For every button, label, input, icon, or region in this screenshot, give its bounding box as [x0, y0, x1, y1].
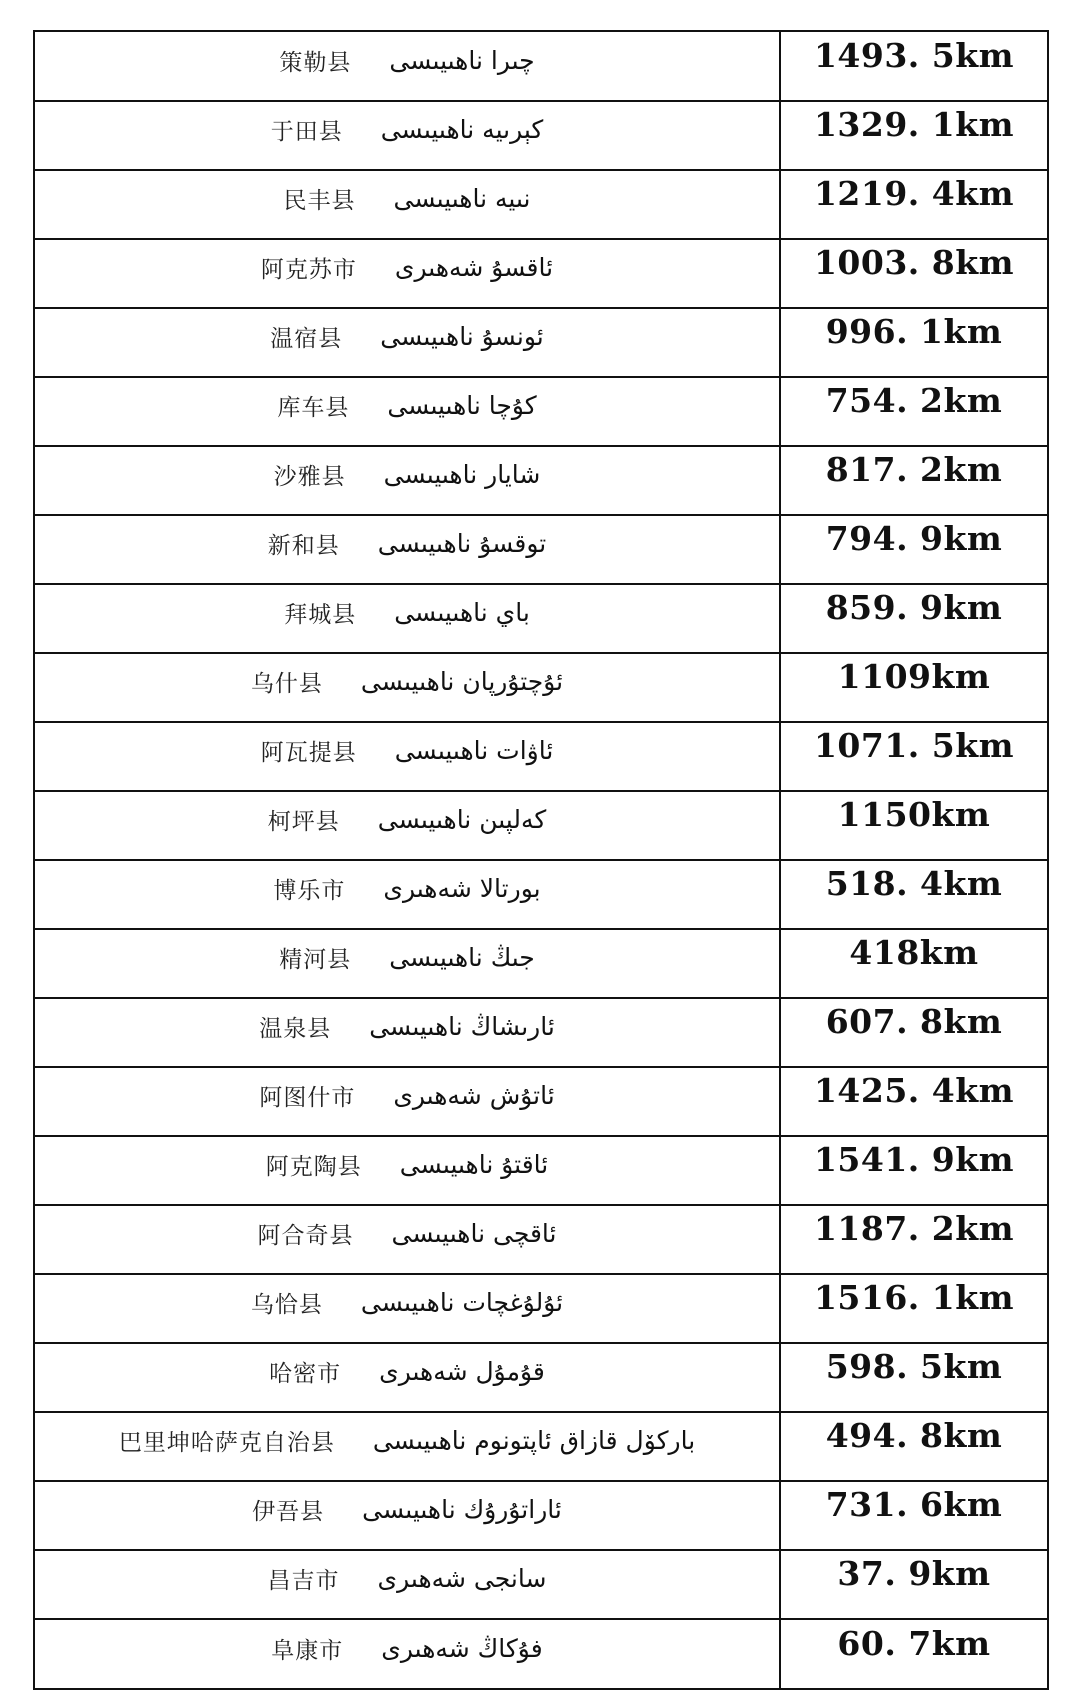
distance-cell: [780, 998, 1047, 1067]
uyghur-place-name: باي ناھىيىسى: [394, 598, 530, 627]
chinese-place-name: 阿瓦提县: [260, 740, 357, 766]
uyghur-place-name: كەلپىن ناھىيىسى: [377, 805, 547, 834]
table-row: [35, 653, 1047, 722]
chinese-place-name: 博乐市: [273, 878, 346, 904]
chinese-place-name: 民丰县: [283, 188, 356, 214]
place-name-cell: [35, 1619, 780, 1688]
place-name-group: [35, 441, 779, 508]
distance-value: 996. 1km: [825, 312, 1003, 351]
place-name-cell: [35, 446, 780, 515]
place-name-group: [35, 1614, 779, 1682]
chinese-place-name: 沙雅县: [273, 464, 346, 490]
table-row: [35, 584, 1047, 653]
table-row: [35, 101, 1047, 170]
distance-value: 1109km: [837, 657, 991, 696]
place-name-group: [35, 303, 779, 370]
distance-value: 859. 9km: [825, 588, 1003, 627]
distance-value: 1329. 1km: [813, 105, 1015, 144]
table-row: [35, 929, 1047, 998]
place-name-group: [35, 1545, 779, 1612]
chinese-place-name: 柯坪县: [267, 809, 340, 835]
uyghur-place-name: ئاتۇش شەھىرى: [393, 1081, 555, 1110]
distance-value: 1516. 1km: [813, 1278, 1015, 1317]
chinese-place-name: 温泉县: [259, 1016, 332, 1042]
place-name-group: [35, 372, 779, 439]
place-name-cell: [35, 170, 780, 239]
table-row: [35, 1412, 1047, 1481]
distance-cell: [780, 653, 1047, 722]
uyghur-place-name: قۇمۇل شەھىرى: [379, 1357, 545, 1386]
place-name-group: [35, 165, 779, 232]
distance-value: 817. 2km: [825, 450, 1003, 489]
uyghur-place-name: ئۇچتۇرپان ناھىيىسى: [360, 667, 564, 696]
place-name-cell: [35, 1550, 780, 1619]
uyghur-place-name: ئاقسۇ شەھىرى: [394, 253, 554, 282]
distance-cell: [780, 1481, 1047, 1550]
place-name-cell: [35, 1136, 780, 1205]
chinese-place-name: 温宿县: [270, 326, 343, 352]
table-row: [35, 377, 1047, 446]
distance-value: 518. 4km: [825, 864, 1003, 903]
uyghur-place-name: ئونسۇ ناھىيىسى: [380, 322, 544, 351]
distance-value: 1187. 2km: [813, 1209, 1015, 1248]
place-name-cell: [35, 1481, 780, 1550]
distance-value: 731. 6km: [825, 1485, 1003, 1524]
distance-cell: [780, 308, 1047, 377]
place-name-group: [35, 510, 779, 577]
distance-cell: [780, 722, 1047, 791]
distance-cell: [780, 446, 1047, 515]
table-row: [35, 1550, 1047, 1619]
place-name-cell: [35, 239, 780, 308]
distance-cell: [780, 1550, 1047, 1619]
place-name-cell: [35, 653, 780, 722]
table-row: [35, 170, 1047, 239]
distance-cell: [780, 1619, 1047, 1688]
uyghur-place-name: جىڭ ناھىيىسى: [389, 943, 535, 972]
place-name-cell: [35, 1412, 780, 1481]
place-name-cell: [35, 1274, 780, 1343]
place-name-group: [35, 648, 779, 715]
uyghur-place-name: چىرا ناھىيىسى: [389, 45, 535, 75]
chinese-place-name: 阜康市: [271, 1637, 344, 1664]
distance-value: 1425. 4km: [813, 1071, 1015, 1110]
uyghur-place-name: ئاقتۇ ناھىيىسى: [399, 1150, 549, 1179]
table-row: [35, 1619, 1047, 1688]
table-row: [35, 722, 1047, 791]
uyghur-place-name: ئاۋات ناھىيىسى: [394, 736, 554, 765]
table-row: [35, 239, 1047, 308]
uyghur-place-name: توقسۇ ناھىيىسى: [377, 529, 547, 558]
distance-value: 1150km: [837, 795, 991, 834]
place-name-cell: [35, 584, 780, 653]
distance-cell: [780, 239, 1047, 308]
place-name-group: [35, 234, 779, 301]
distance-value: 494. 8km: [825, 1416, 1003, 1455]
uyghur-place-name: فۇكاڭ شەھىرى: [381, 1633, 543, 1663]
place-name-cell: [35, 101, 780, 170]
place-name-group: [35, 1062, 779, 1129]
distance-table-body: [35, 32, 1047, 1688]
uyghur-place-name: ئارىشاڭ ناھىيىسى: [369, 1012, 555, 1041]
uyghur-place-name: سانجى شەھىرى: [377, 1564, 547, 1593]
table-row: [35, 1067, 1047, 1136]
distance-cell: [780, 515, 1047, 584]
distance-cell: [780, 1205, 1047, 1274]
place-name-group: [35, 1407, 779, 1474]
chinese-place-name: 拜城县: [284, 602, 357, 628]
distance-table: [35, 32, 1047, 1688]
table-row: [35, 32, 1047, 101]
distance-cell: [780, 101, 1047, 170]
place-name-cell: [35, 515, 780, 584]
distance-cell: [780, 584, 1047, 653]
chinese-place-name: 策勒县: [279, 49, 352, 76]
distance-value: 1071. 5km: [813, 726, 1015, 765]
table-row: [35, 860, 1047, 929]
chinese-place-name: 阿图什市: [259, 1085, 356, 1111]
distance-value: 794. 9km: [825, 519, 1003, 558]
distance-cell: [780, 1343, 1047, 1412]
distance-value: 418km: [849, 933, 979, 972]
place-name-cell: [35, 377, 780, 446]
distance-cell: [780, 1067, 1047, 1136]
place-name-group: [35, 717, 779, 784]
distance-value: 37. 9km: [837, 1554, 991, 1593]
distance-value: 598. 5km: [825, 1347, 1003, 1386]
place-name-cell: [35, 929, 780, 998]
distance-cell: [780, 170, 1047, 239]
uyghur-place-name: نىيە ناھىيىسى: [393, 184, 531, 213]
distance-value: 1219. 4km: [813, 174, 1015, 213]
chinese-place-name: 伊吾县: [252, 1499, 325, 1525]
place-name-group: [35, 26, 779, 94]
distance-value: 1541. 9km: [813, 1140, 1015, 1179]
chinese-place-name: 哈密市: [269, 1361, 342, 1387]
place-name-cell: [35, 860, 780, 929]
table-row: [35, 446, 1047, 515]
place-name-cell: [35, 32, 780, 101]
distance-cell: [780, 377, 1047, 446]
chinese-place-name: 阿克陶县: [265, 1154, 362, 1180]
uyghur-place-name: كېرىيە ناھىيىسى: [380, 115, 544, 144]
uyghur-place-name: ئاقچى ناھىيىسى: [391, 1219, 557, 1248]
distance-cell: [780, 32, 1047, 101]
chinese-place-name: 巴里坤哈萨克自治县: [118, 1430, 335, 1456]
distance-table-container: [33, 30, 1049, 1690]
uyghur-place-name: ئۇلۇغچات ناھىيىسى: [360, 1288, 564, 1317]
chinese-place-name: 阿克苏市: [260, 257, 357, 283]
distance-cell: [780, 1412, 1047, 1481]
distance-value: 754. 2km: [825, 381, 1003, 420]
distance-cell: [780, 860, 1047, 929]
chinese-place-name: 于田县: [270, 119, 343, 145]
place-name-group: [35, 579, 779, 646]
chinese-place-name: 昌吉市: [267, 1568, 340, 1594]
table-row: [35, 1205, 1047, 1274]
distance-cell: [780, 929, 1047, 998]
chinese-place-name: 阿合奇县: [257, 1223, 354, 1249]
chinese-place-name: 精河县: [279, 947, 352, 973]
place-name-group: [35, 1269, 779, 1336]
table-row: [35, 1274, 1047, 1343]
table-row: [35, 1343, 1047, 1412]
uyghur-place-name: شايار ناھىيىسى: [383, 460, 541, 489]
distance-cell: [780, 1274, 1047, 1343]
distance-cell: [780, 1136, 1047, 1205]
place-name-cell: [35, 722, 780, 791]
chinese-place-name: 乌什县: [250, 671, 323, 697]
distance-value: 60. 7km: [837, 1623, 991, 1663]
place-name-cell: [35, 308, 780, 377]
place-name-group: [35, 786, 779, 853]
table-row: [35, 1136, 1047, 1205]
place-name-cell: [35, 1205, 780, 1274]
distance-cell: [780, 791, 1047, 860]
place-name-group: [35, 1131, 779, 1198]
distance-value: 1003. 8km: [813, 243, 1015, 282]
uyghur-place-name: ئاراتۇرۇك ناھىيىسى: [362, 1495, 562, 1524]
distance-value: 607. 8km: [825, 1002, 1003, 1041]
place-name-group: [35, 1476, 779, 1543]
place-name-group: [35, 1338, 779, 1405]
place-name-group: [35, 993, 779, 1060]
place-name-cell: [35, 1343, 780, 1412]
table-row: [35, 791, 1047, 860]
distance-value: 1493. 5km: [813, 35, 1015, 75]
table-row: [35, 515, 1047, 584]
place-name-group: [35, 96, 779, 163]
table-row: [35, 308, 1047, 377]
table-row: [35, 1481, 1047, 1550]
place-name-cell: [35, 998, 780, 1067]
place-name-cell: [35, 791, 780, 860]
uyghur-place-name: باركۆل قازاق ئاپتونوم ناھىيىسى: [372, 1426, 696, 1455]
chinese-place-name: 库车县: [277, 395, 350, 421]
place-name-group: [35, 1200, 779, 1267]
place-name-group: [35, 924, 779, 991]
chinese-place-name: 乌恰县: [250, 1292, 323, 1318]
uyghur-place-name: كۇچا ناھىيىسى: [387, 391, 537, 420]
place-name-cell: [35, 1067, 780, 1136]
place-name-group: [35, 855, 779, 922]
chinese-place-name: 新和县: [267, 533, 340, 559]
uyghur-place-name: بورتالا شەھىرى: [383, 874, 541, 903]
table-row: [35, 998, 1047, 1067]
